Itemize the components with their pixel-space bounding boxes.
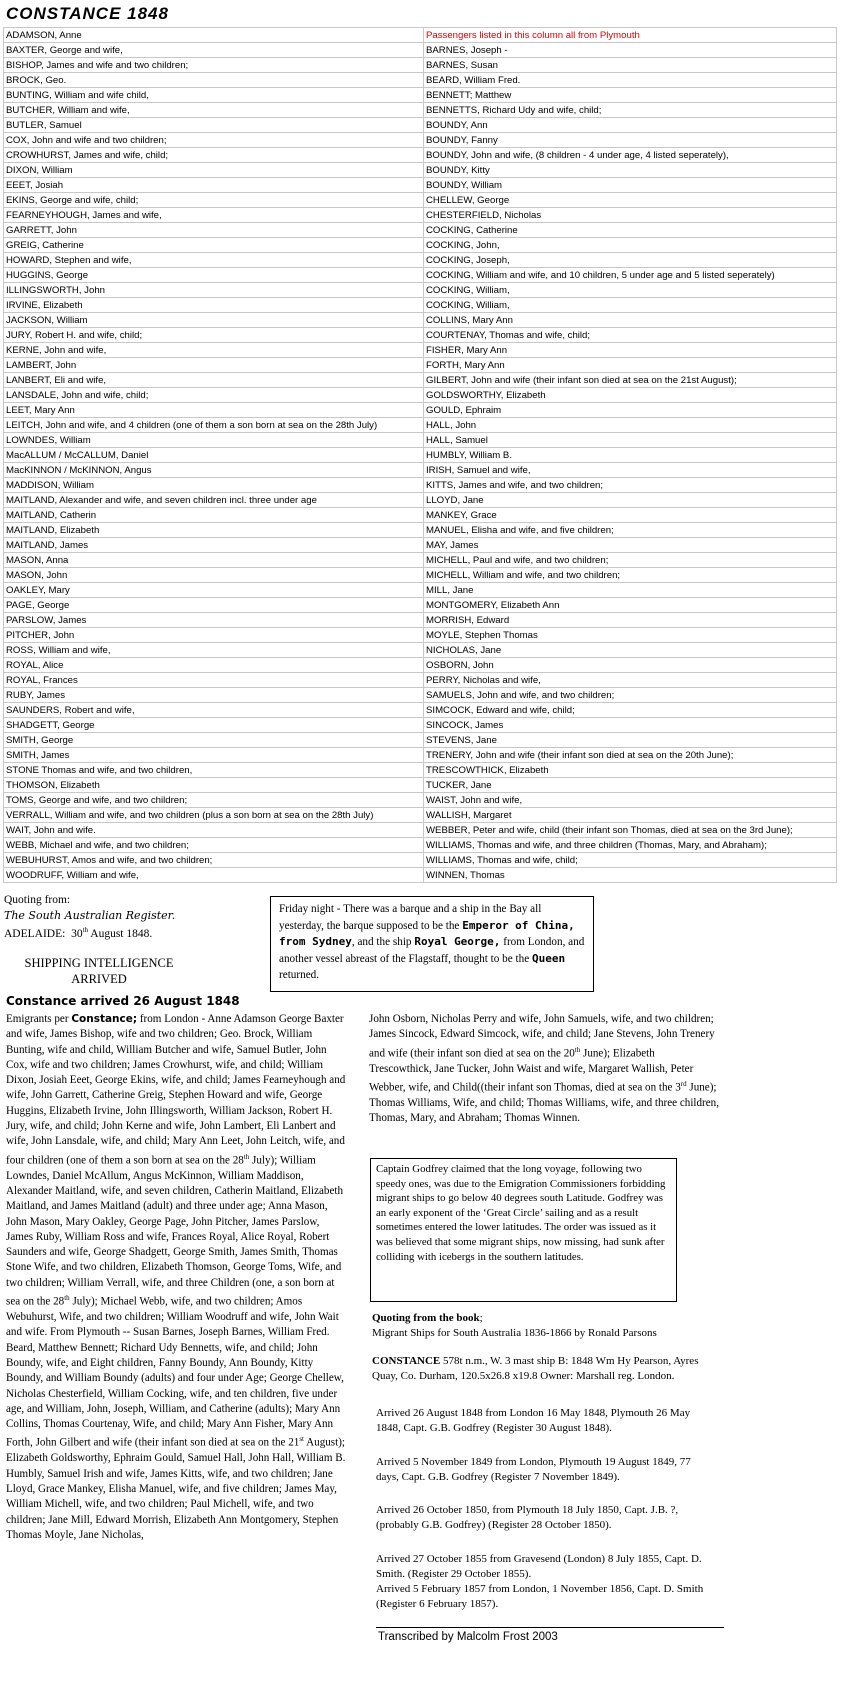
passenger-row [4,433,837,448]
london-passenger-cell: LOWNDES, William [4,433,424,448]
plymouth-passenger-cell: BARNES, Joseph - [424,43,837,58]
passenger-row [4,748,837,763]
passenger-row [4,163,837,178]
passenger-row [4,418,837,433]
plymouth-passenger-cell: WAIST, John and wife, [424,793,837,808]
quote-source [4,893,175,942]
plymouth-passenger-cell: WILLIAMS, Thomas and wife, child; [424,853,837,868]
passenger-row [4,88,837,103]
plymouth-passenger-cell: MICHELL, Paul and wife, and two children; [424,553,837,568]
london-passenger-cell: MASON, John [4,568,424,583]
passenger-row [4,553,837,568]
plymouth-passenger-cell: GILBERT, John and wife (their infant son died at sea on the 21st August); [424,373,837,388]
quote-date: ADELAIDE: 30th August 1848. [4,926,153,940]
london-passenger-cell: BISHOP, James and wife and two children; [4,58,424,73]
london-passenger-cell: JURY, Robert H. and wife, child; [4,328,424,343]
arrival-entry: Arrived 5 February 1857 from London, 1 November 1856, Capt. D. Smith (Register 6 February 1857). [376,1583,704,1610]
book-citation: Quoting from the book; Migrant Ships for South Australia 1836-1866 by Ronald Parsons [372,1312,657,1339]
plymouth-passenger-cell: HALL, John [424,418,837,433]
passenger-row [4,838,837,853]
london-passenger-cell: STONE Thomas and wife, and two children, [4,763,424,778]
london-passenger-cell: IRVINE, Elizabeth [4,298,424,313]
plymouth-passenger-cell: COURTENAY, Thomas and wife, child; [424,328,837,343]
london-passenger-cell: MASON, Anna [4,553,424,568]
plymouth-passenger-cell: WINNEN, Thomas [424,868,837,883]
article-column-2: John Osborn, Nicholas Perry and wife, John Samuels, wife, and two children; James Sincock, Edward Simcock, wife, and child; Jane Stevens, John Trenery and wife (their infant son died at sea on the 20th June); Elizabeth Trescowthick, Jane Tucker, John Waist and wife, Margaret Wallish, Peter Webber, wife, and Child((their infant son Thomas, died at sea on the 3rd June); Thomas Williams, Wife, and child; Thomas Williams, wife, and three children, Thomas, Mary, and Abraham; Thomas Winnen. [369,1013,719,1125]
london-passenger-cell: GREIG, Catherine [4,238,424,253]
passenger-row [4,178,837,193]
quote-label: Quoting from: [4,894,71,906]
register-name: The South Australian Register. [4,909,176,922]
plymouth-passenger-cell: TUCKER, Jane [424,778,837,793]
passenger-row [4,583,837,598]
passenger-row [4,673,837,688]
passenger-row [4,448,837,463]
passenger-row [4,403,837,418]
passenger-row [4,148,837,163]
plymouth-passenger-cell: BENNETTS, Richard Udy and wife, child; [424,103,837,118]
passenger-row [4,733,837,748]
passenger-row [4,133,837,148]
london-passenger-cell: FEARNEYHOUGH, James and wife, [4,208,424,223]
plymouth-passenger-cell: HALL, Samuel [424,433,837,448]
london-passenger-cell: LEET, Mary Ann [4,403,424,418]
london-passenger-cell: HOWARD, Stephen and wife, [4,253,424,268]
london-passenger-cell: SHADGETT, George [4,718,424,733]
plymouth-passenger-cell: CHELLEW, George [424,193,837,208]
passenger-row [4,388,837,403]
passenger-row [4,28,837,43]
plymouth-passenger-cell: MAY, James [424,538,837,553]
plymouth-passenger-cell: BOUNDY, Kitty [424,163,837,178]
passenger-row [4,343,837,358]
passenger-row [4,643,837,658]
plymouth-passenger-cell: MANUEL, Elisha and wife, and five children; [424,523,837,538]
plymouth-passenger-cell: GOLDSWORTHY, Elizabeth [424,388,837,403]
london-passenger-cell: ILLINGSWORTH, John [4,283,424,298]
plymouth-passenger-cell: COCKING, Catherine [424,223,837,238]
plymouth-passenger-cell: MONTGOMERY, Elizabeth Ann [424,598,837,613]
passenger-row [4,43,837,58]
passenger-row [4,778,837,793]
plymouth-passenger-cell: OSBORN, John [424,658,837,673]
passenger-row [4,508,837,523]
plymouth-passenger-cell: BARNES, Susan [424,58,837,73]
london-passenger-cell: WOODRUFF, William and wife, [4,868,424,883]
plymouth-passenger-cell: WILLIAMS, Thomas and wife, and three children (Thomas, Mary, and Abraham); [424,838,837,853]
london-passenger-cell: ROYAL, Frances [4,673,424,688]
plymouth-passenger-cell: STEVENS, Jane [424,733,837,748]
london-passenger-cell: DIXON, William [4,163,424,178]
london-passenger-cell: SAUNDERS, Robert and wife, [4,703,424,718]
passenger-row [4,808,837,823]
transcriber-credit: Transcribed by Malcolm Frost 2003 [378,1631,558,1643]
arrival-entry: Arrived 26 August 1848 from London 16 May 1848, Plymouth 26 May 1848, Capt. G.B. Godfrey (Register 30 August 1848). [376,1407,691,1434]
passenger-row [4,793,837,808]
london-passenger-cell: SMITH, George [4,733,424,748]
passenger-row [4,853,837,868]
london-passenger-cell: ROSS, William and wife, [4,643,424,658]
london-passenger-cell: OAKLEY, Mary [4,583,424,598]
london-passenger-cell: JACKSON, William [4,313,424,328]
plymouth-passenger-cell: NICHOLAS, Jane [424,643,837,658]
plymouth-passenger-cell: BEARD, William Fred. [424,73,837,88]
passenger-row [4,268,837,283]
plymouth-passenger-cell: SIMCOCK, Edward and wife, child; [424,703,837,718]
plymouth-passenger-cell: MANKEY, Grace [424,508,837,523]
passenger-row [4,703,837,718]
london-passenger-cell: RUBY, James [4,688,424,703]
passenger-row [4,358,837,373]
plymouth-passenger-cell: IRISH, Samuel and wife, [424,463,837,478]
plymouth-passenger-cell: FISHER, Mary Ann [424,343,837,358]
london-passenger-cell: BROCK, Geo. [4,73,424,88]
london-passenger-cell: BUNTING, William and wife child, [4,88,424,103]
plymouth-passenger-cell: FORTH, Mary Ann [424,358,837,373]
passenger-row [4,253,837,268]
passenger-row [4,688,837,703]
london-passenger-cell: CROWHURST, James and wife, child; [4,148,424,163]
passenger-row [4,328,837,343]
plymouth-passenger-cell: COCKING, William, [424,283,837,298]
plymouth-passenger-cell: BOUNDY, John and wife, (8 children - 4 under age, 4 listed seperately), [424,148,837,163]
plymouth-passenger-cell: SAMUELS, John and wife, and two children; [424,688,837,703]
passenger-row [4,283,837,298]
plymouth-passenger-cell: MOYLE, Stephen Thomas [424,628,837,643]
london-passenger-cell: VERRALL, William and wife, and two children (plus a son born at sea on the 28th July) [4,808,424,823]
plymouth-passenger-cell: MILL, Jane [424,583,837,598]
london-passenger-cell: MAITLAND, Elizabeth [4,523,424,538]
passenger-row [4,118,837,133]
passenger-row [4,313,837,328]
london-passenger-cell: LEITCH, John and wife, and 4 children (one of them a son born at sea on the 28th July) [4,418,424,433]
passenger-row [4,868,837,883]
passenger-row [4,58,837,73]
passenger-row [4,73,837,88]
passenger-row [4,478,837,493]
london-passenger-cell: HUGGINS, George [4,268,424,283]
plymouth-passenger-cell: PERRY, Nicholas and wife, [424,673,837,688]
london-passenger-cell: BAXTER, George and wife, [4,43,424,58]
london-passenger-cell: MacKINNON / McKINNON, Angus [4,463,424,478]
arrival-entry: Arrived 27 October 1855 from Gravesend (London) 8 July 1855, Capt. D. Smith. (Register 29 October 1855). [376,1553,702,1580]
passenger-row [4,628,837,643]
plymouth-passenger-cell: COCKING, Joseph, [424,253,837,268]
passenger-row [4,238,837,253]
passenger-row [4,193,837,208]
london-passenger-cell: COX, John and wife and two children; [4,133,424,148]
london-passenger-cell: ROYAL, Alice [4,658,424,673]
passenger-row [4,523,837,538]
passenger-row [4,763,837,778]
plymouth-passenger-cell: BOUNDY, Ann [424,118,837,133]
london-passenger-cell: SMITH, James [4,748,424,763]
plymouth-passenger-cell: SINCOCK, James [424,718,837,733]
plymouth-passenger-cell: MICHELL, William and wife, and two children; [424,568,837,583]
passenger-table [3,27,837,883]
london-passenger-cell: EKINS, George and wife, child; [4,193,424,208]
plymouth-passenger-cell: TRESCOWTHICK, Elizabeth [424,763,837,778]
london-passenger-cell: TOMS, George and wife, and two children; [4,793,424,808]
page-title: CONSTANCE 1848 [6,4,169,23]
plymouth-passenger-cell: MORRISH, Edward [424,613,837,628]
plymouth-passenger-cell: COLLINS, Mary Ann [424,313,837,328]
godfrey-note-box: Captain Godfrey claimed that the long voyage, following two speedy ones, was due to the Emigration Commissioners forbidding migrant ships to go below 40 degrees south Latitude. Godfrey was an early exponent of the ‘Great Circle’ sailing and as a result sometimes entered the lower latitudes. The order was issued as it was believed that some migrant ships, now missing, had sunk after colliding with icebergs in the southern latitudes. [370,1158,677,1302]
passenger-row [4,223,837,238]
plymouth-passenger-cell: TRENERY, John and wife (their infant son died at sea on the 20th June); [424,748,837,763]
friday-night-box: Friday night - There was a barque and a ship in the Bay all yesterday, the barque supposed to be the Emperor of China, from Sydney, and the ship Royal George, from London, and another vessel abreast of the Flagstaff, thought to be the Queen returned. [270,896,594,992]
passenger-row [4,538,837,553]
london-passenger-cell: MacALLUM / McCALLUM, Daniel [4,448,424,463]
passenger-row [4,823,837,838]
london-passenger-cell: BUTLER, Samuel [4,118,424,133]
passenger-row [4,463,837,478]
london-passenger-cell: PITCHER, John [4,628,424,643]
plymouth-passenger-cell: LLOYD, Jane [424,493,837,508]
divider [376,1627,724,1628]
plymouth-passenger-cell: BOUNDY, William [424,178,837,193]
plymouth-column-note: Passengers listed in this column all from Plymouth [424,28,837,43]
plymouth-passenger-cell: HUMBLY, William B. [424,448,837,463]
passenger-row [4,103,837,118]
constance-details: CONSTANCE 578t n.m., W. 3 mast ship B: 1848 Wm Hy Pearson, Ayres Quay, Co. Durham, 120.5x26.8 x19.8 Owner: Marshall reg. London. [372,1355,699,1382]
london-passenger-cell: MAITLAND, Alexander and wife, and seven children incl. three under age [4,493,424,508]
plymouth-passenger-cell: WEBBER, Peter and wife, child (their infant son Thomas, died at sea on the 3rd June); [424,823,837,838]
arrived-heading: Constance arrived 26 August 1848 [6,994,240,1008]
passenger-row [4,373,837,388]
london-passenger-cell: EEET, Josiah [4,178,424,193]
plymouth-passenger-cell: BOUNDY, Fanny [424,133,837,148]
london-passenger-cell: MADDISON, William [4,478,424,493]
london-passenger-cell: MAITLAND, James [4,538,424,553]
passenger-row [4,298,837,313]
passenger-row [4,208,837,223]
london-passenger-cell: LAMBERT, John [4,358,424,373]
plymouth-passenger-cell: KITTS, James and wife, and two children; [424,478,837,493]
passenger-row [4,718,837,733]
passenger-row [4,598,837,613]
london-passenger-cell: GARRETT, John [4,223,424,238]
plymouth-passenger-cell: BENNETT; Matthew [424,88,837,103]
plymouth-passenger-cell: COCKING, William, [424,298,837,313]
passenger-row [4,493,837,508]
london-passenger-cell: WEBUHURST, Amos and wife, and two children; [4,853,424,868]
plymouth-passenger-cell: COCKING, John, [424,238,837,253]
shipping-heading: SHIPPING INTELLIGENCE ARRIVED [24,956,174,986]
plymouth-passenger-cell: WALLISH, Margaret [424,808,837,823]
passenger-row [4,568,837,583]
plymouth-passenger-cell: COCKING, William and wife, and 10 children, 5 under age and 5 listed seperately) [424,268,837,283]
plymouth-passenger-cell: GOULD, Ephraim [424,403,837,418]
passenger-row [4,658,837,673]
london-passenger-cell: WAIT, John and wife. [4,823,424,838]
london-passenger-cell: LANBERT, Eli and wife, [4,373,424,388]
london-passenger-cell: BUTCHER, William and wife, [4,103,424,118]
london-passenger-cell: WEBB, Michael and wife, and two children; [4,838,424,853]
plymouth-passenger-cell: CHESTERFIELD, Nicholas [424,208,837,223]
london-passenger-cell: ADAMSON, Anne [4,28,424,43]
london-passenger-cell: PARSLOW, James [4,613,424,628]
article-column-1: Emigrants per Constance; from London - Anne Adamson George Baxter and wife, James Bishop, wife and two children; Geo. Brock, William Bunting, wife and child, William Butcher and wife, Samuel Butler, John Cox, wife and two children; James Crowhurst, wife, and child; William Dixon, Josiah Eeet, George Ekins, wife, and child; James Fearneyhough and wife, John Garrett, Catherine Greig, Stephen Howard and wife, George Huggins, Elizabeth Irvine, John Illingsworth, William Jackson, Robert H. Jury, wife, and child; John Kerne and wife, John Lambert, Eli Lanbert and wife, John Lansdale, wife, and child; Mary Ann Leet, John Leitch, wife, and four children (one of them a son born at sea on the 28th July); William Lowndes, Daniel McAllum, Angus McKinnon, William Maddison, Alexander Maitland, wife, and seven children, Catherin Maitland, Elizabeth Maitland, and James Maitland (adult) and three under age; Anna Mason, John Mason, Mary Oakley, George Page, John Pitcher, James Parslow, James Ruby, William Ross and wife, Frances Royal, Alice Royal, Robert Saunders and wife, George Shadgett, George Smith, James Smith, Thomas Stone Wife, and two children, Elizabeth Thomson, George Toms, Wife, and two children; William Verrall, wife, and three Children (one, a son born at sea on the 28th July); Michael Webb, wife, and two children; Amos Webuhurst, Wife, and two children; William Woodruff and wife, John Wait and wife. From Plymouth -- Susan Barnes, Joseph Barnes, William Fred. Beard, Matthew Bennett; Richard Udy Bennetts, wife, and child; John Boundy, wife, and Eight children, Fanny Boundy, Ann Boundy, Kitty Boundy, and William Boundy (adults) and four under Age; George Chellew, Nicholas Chesterfield, William Cocking, wife, and ten children, five under age, and William, John, Joseph, William, and Catherine (adults); Mary Ann Collins, Thomas Courtenay, Wife, and child; Mary Ann Fisher, Mary Ann Forth, John Gilbert and wife (their infant son died at sea on the 21st August); Elizabeth Goldsworthy, Ephraim Gould, Samuel Hall, John Hall, William B. Humbly, Samuel Irish and wife, James Kitts, wife, and two children; Jane Lloyd, Grace Mankey, Elisha Manuel, wife, and five children; James May, William Michell, wife, and two children; Paul Michell, wife, and two children; Jane Mill, Edward Morrish, Elizabeth Ann Montgomery, Stephen Thomas Moyle, Jane Nicholas, [6,1013,346,1541]
passenger-row [4,613,837,628]
london-passenger-cell: THOMSON, Elizabeth [4,778,424,793]
london-passenger-cell: LANSDALE, John and wife, child; [4,388,424,403]
arrival-entry: Arrived 5 November 1849 from London, Plymouth 19 August 1849, 77 days, Capt. G.B. Godfrey (Register 7 November 1849). [376,1456,691,1483]
london-passenger-cell: MAITLAND, Catherin [4,508,424,523]
london-passenger-cell: PAGE, George [4,598,424,613]
london-passenger-cell: KERNE, John and wife, [4,343,424,358]
arrival-entry: Arrived 26 October 1850, from Plymouth 18 July 1850, Capt. J.B. ?, (probably G.B. Godfrey) (Register 28 October 1850). [376,1504,679,1531]
